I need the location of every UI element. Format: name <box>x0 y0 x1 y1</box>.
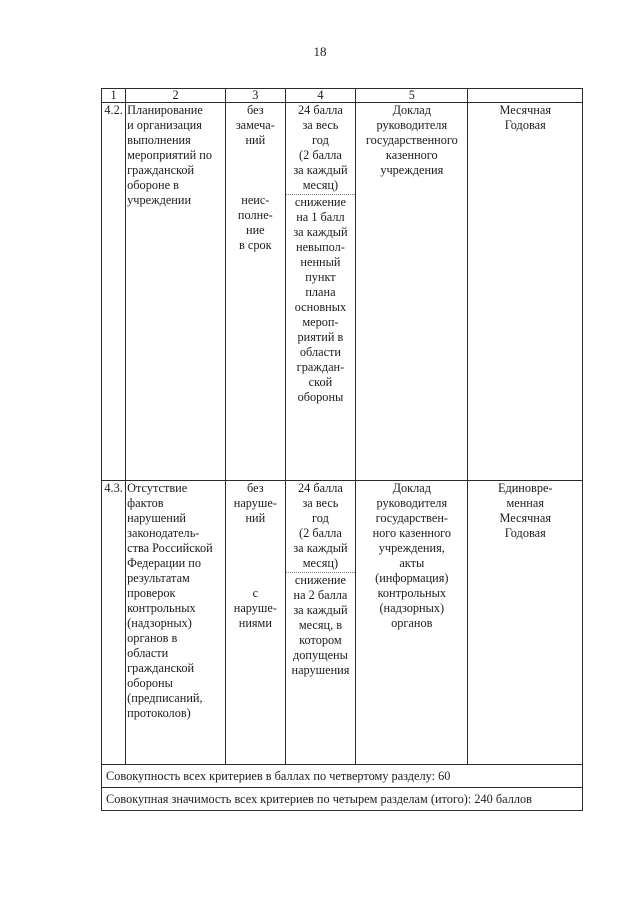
cell-text-line: области <box>299 345 341 359</box>
cell-text-line: законодатель- <box>127 526 200 540</box>
criterion-conditions <box>225 481 285 765</box>
cell-text-line: результатам <box>127 571 190 585</box>
cell-text-line: за каждый <box>293 541 348 555</box>
cell-text-line: учреждения <box>380 163 444 177</box>
criterion-name <box>126 481 226 765</box>
cell-text-line: и организация <box>127 118 202 132</box>
cell-text-line: Федерации по <box>127 556 202 570</box>
criterion-period <box>468 481 583 765</box>
cell-text-line: котором <box>299 633 342 647</box>
cell-text-line: 24 балла <box>297 481 343 495</box>
points-reduction <box>287 195 354 405</box>
condition-not-on-time <box>227 193 284 253</box>
cell-text-line: ние <box>246 223 265 237</box>
total-summary: Совокупная значимость всех критериев по четырем разделам (итого): 240 баллов <box>102 788 583 811</box>
page-number: 18 <box>313 44 327 59</box>
cell-text-line: фактов <box>127 496 164 510</box>
cell-text-line: снижение <box>294 573 346 587</box>
column-header: 2 <box>126 89 226 103</box>
cell-text-line: на 1 балл <box>296 210 345 224</box>
cell-text-line: Доклад <box>392 103 431 117</box>
cell-text-line: в срок <box>239 238 272 252</box>
cell-text-line: казенного <box>385 148 438 162</box>
points-reduction <box>287 573 354 678</box>
cell-text-line: гражданской <box>127 163 195 177</box>
cell-text-line: Месячная <box>499 511 551 525</box>
cell-text-line: (2 балла <box>299 526 342 540</box>
cell-text-line: на 2 балла <box>293 588 348 602</box>
cell-text-line: (2 балла <box>299 148 342 162</box>
cell-text-line: год <box>312 133 329 147</box>
cell-text-line: государственного <box>365 133 458 147</box>
table-row <box>102 481 583 765</box>
criterion-source <box>356 481 468 765</box>
cell-text-line: ства Российской <box>127 541 213 555</box>
cell-text-line: (информация) <box>375 571 449 585</box>
cell-text-line: риятий в <box>297 330 344 344</box>
cell-text-line: ний <box>245 511 266 525</box>
cell-text-line: за каждый <box>293 603 348 617</box>
cell-text-line: за каждый <box>293 225 348 239</box>
cell-text-line: Доклад <box>392 481 431 495</box>
cell-text-line: контрольных <box>127 601 196 615</box>
cell-text-line: месяц) <box>302 178 339 192</box>
criterion-points <box>285 481 355 765</box>
criterion-source <box>356 103 468 481</box>
cell-text-line: выполнения <box>127 133 191 147</box>
cell-text-line: обороны <box>127 676 173 690</box>
cell-text-line: Годовая <box>504 526 546 540</box>
cell-text-line: месяц) <box>302 556 339 570</box>
condition-no-violations <box>227 481 284 526</box>
cell-text-line: (надзорных) <box>127 616 192 630</box>
cell-text-line: области <box>127 646 169 660</box>
points-max <box>287 481 354 571</box>
cell-text-line: ниями <box>238 616 272 630</box>
cell-text-line: мероприятий по <box>127 148 212 162</box>
column-header: 5 <box>356 89 468 103</box>
column-header: 1 <box>102 89 126 103</box>
cell-text-line: Месячная <box>499 103 551 117</box>
cell-text-line: допущены <box>292 648 348 662</box>
cell-text-line: Планирование <box>127 103 203 117</box>
cell-text-line: Единовре- <box>497 481 553 495</box>
cell-text-line: государствен- <box>375 511 449 525</box>
cell-text-line: без <box>247 481 264 495</box>
criterion-period <box>468 103 583 481</box>
cell-text-line: месяц, в <box>298 618 343 632</box>
section-4-summary: Совокупность всех критериев в баллах по четвертому разделу: 60 <box>102 765 583 788</box>
cell-text-line: год <box>312 511 329 525</box>
total-summary-row <box>102 788 583 811</box>
column-header <box>468 89 583 103</box>
cell-text-line: контрольных <box>377 586 447 600</box>
points-max <box>287 103 354 193</box>
column-header: 3 <box>225 89 285 103</box>
cell-text-line: наруше- <box>233 496 277 510</box>
cell-text-line: за каждый <box>293 163 348 177</box>
cell-text-line: нарушения <box>291 663 350 677</box>
criterion-points <box>285 103 355 481</box>
cell-text-line: мероп- <box>302 315 339 329</box>
cell-text-line: невыпол- <box>295 240 345 254</box>
cell-text-line: наруше- <box>233 601 277 615</box>
cell-text-line: (предписаний, <box>127 691 203 705</box>
cell-text-line: руководителя <box>376 118 448 132</box>
cell-text-line: Годовая <box>504 118 546 132</box>
table-row <box>102 103 583 481</box>
cell-text-line: граждан- <box>296 360 345 374</box>
cell-text-line: учреждения, <box>378 541 445 555</box>
cell-text-line: обороне в <box>127 178 179 192</box>
cell-text-line: нарушений <box>127 511 186 525</box>
cell-text-line: органов <box>391 616 433 630</box>
cell-text-line: руководителя <box>376 496 448 510</box>
cell-text-line: Отсутствие <box>127 481 188 495</box>
column-header: 4 <box>285 89 355 103</box>
condition-with-violations <box>227 586 284 631</box>
cell-text-line: акты <box>399 556 425 570</box>
criterion-conditions <box>225 103 285 481</box>
cell-text-line: за весь <box>302 118 339 132</box>
cell-text-line: учреждении <box>127 193 192 207</box>
cell-text-line: замеча- <box>235 118 275 132</box>
cell-text-line: гражданской <box>127 661 195 675</box>
criterion-name <box>126 103 226 481</box>
spacer <box>227 148 284 193</box>
table-header-row <box>102 89 583 103</box>
cell-text-line: плана <box>305 285 336 299</box>
criteria-table <box>101 88 583 811</box>
cell-text-line: за весь <box>302 496 339 510</box>
criterion-number: 4.2. <box>102 103 126 481</box>
cell-text-line: проверок <box>127 586 176 600</box>
spacer <box>227 526 284 586</box>
cell-text-line: протоколов) <box>127 706 191 720</box>
cell-text-line: неис- <box>241 193 270 207</box>
cell-text-line: органов в <box>127 631 178 645</box>
cell-text-line: ненный <box>300 255 341 269</box>
cell-text-line: ного казенного <box>372 526 452 540</box>
cell-text-line: ской <box>308 375 333 389</box>
criterion-number: 4.3. <box>102 481 126 765</box>
cell-text-line: пункт <box>305 270 336 284</box>
cell-text-line: ний <box>245 133 266 147</box>
cell-text-line: обороны <box>297 390 344 404</box>
cell-text-line: 24 балла <box>297 103 343 117</box>
cell-text-line: без <box>247 103 264 117</box>
cell-text-line: полне- <box>237 208 273 222</box>
cell-text-line: снижение <box>294 195 346 209</box>
condition-no-remarks <box>227 103 284 148</box>
cell-text-line: менная <box>506 496 544 510</box>
cell-text-line: (надзорных) <box>379 601 445 615</box>
cell-text-line: с <box>252 586 259 600</box>
section-summary-row <box>102 765 583 788</box>
cell-text-line: основных <box>294 300 347 314</box>
